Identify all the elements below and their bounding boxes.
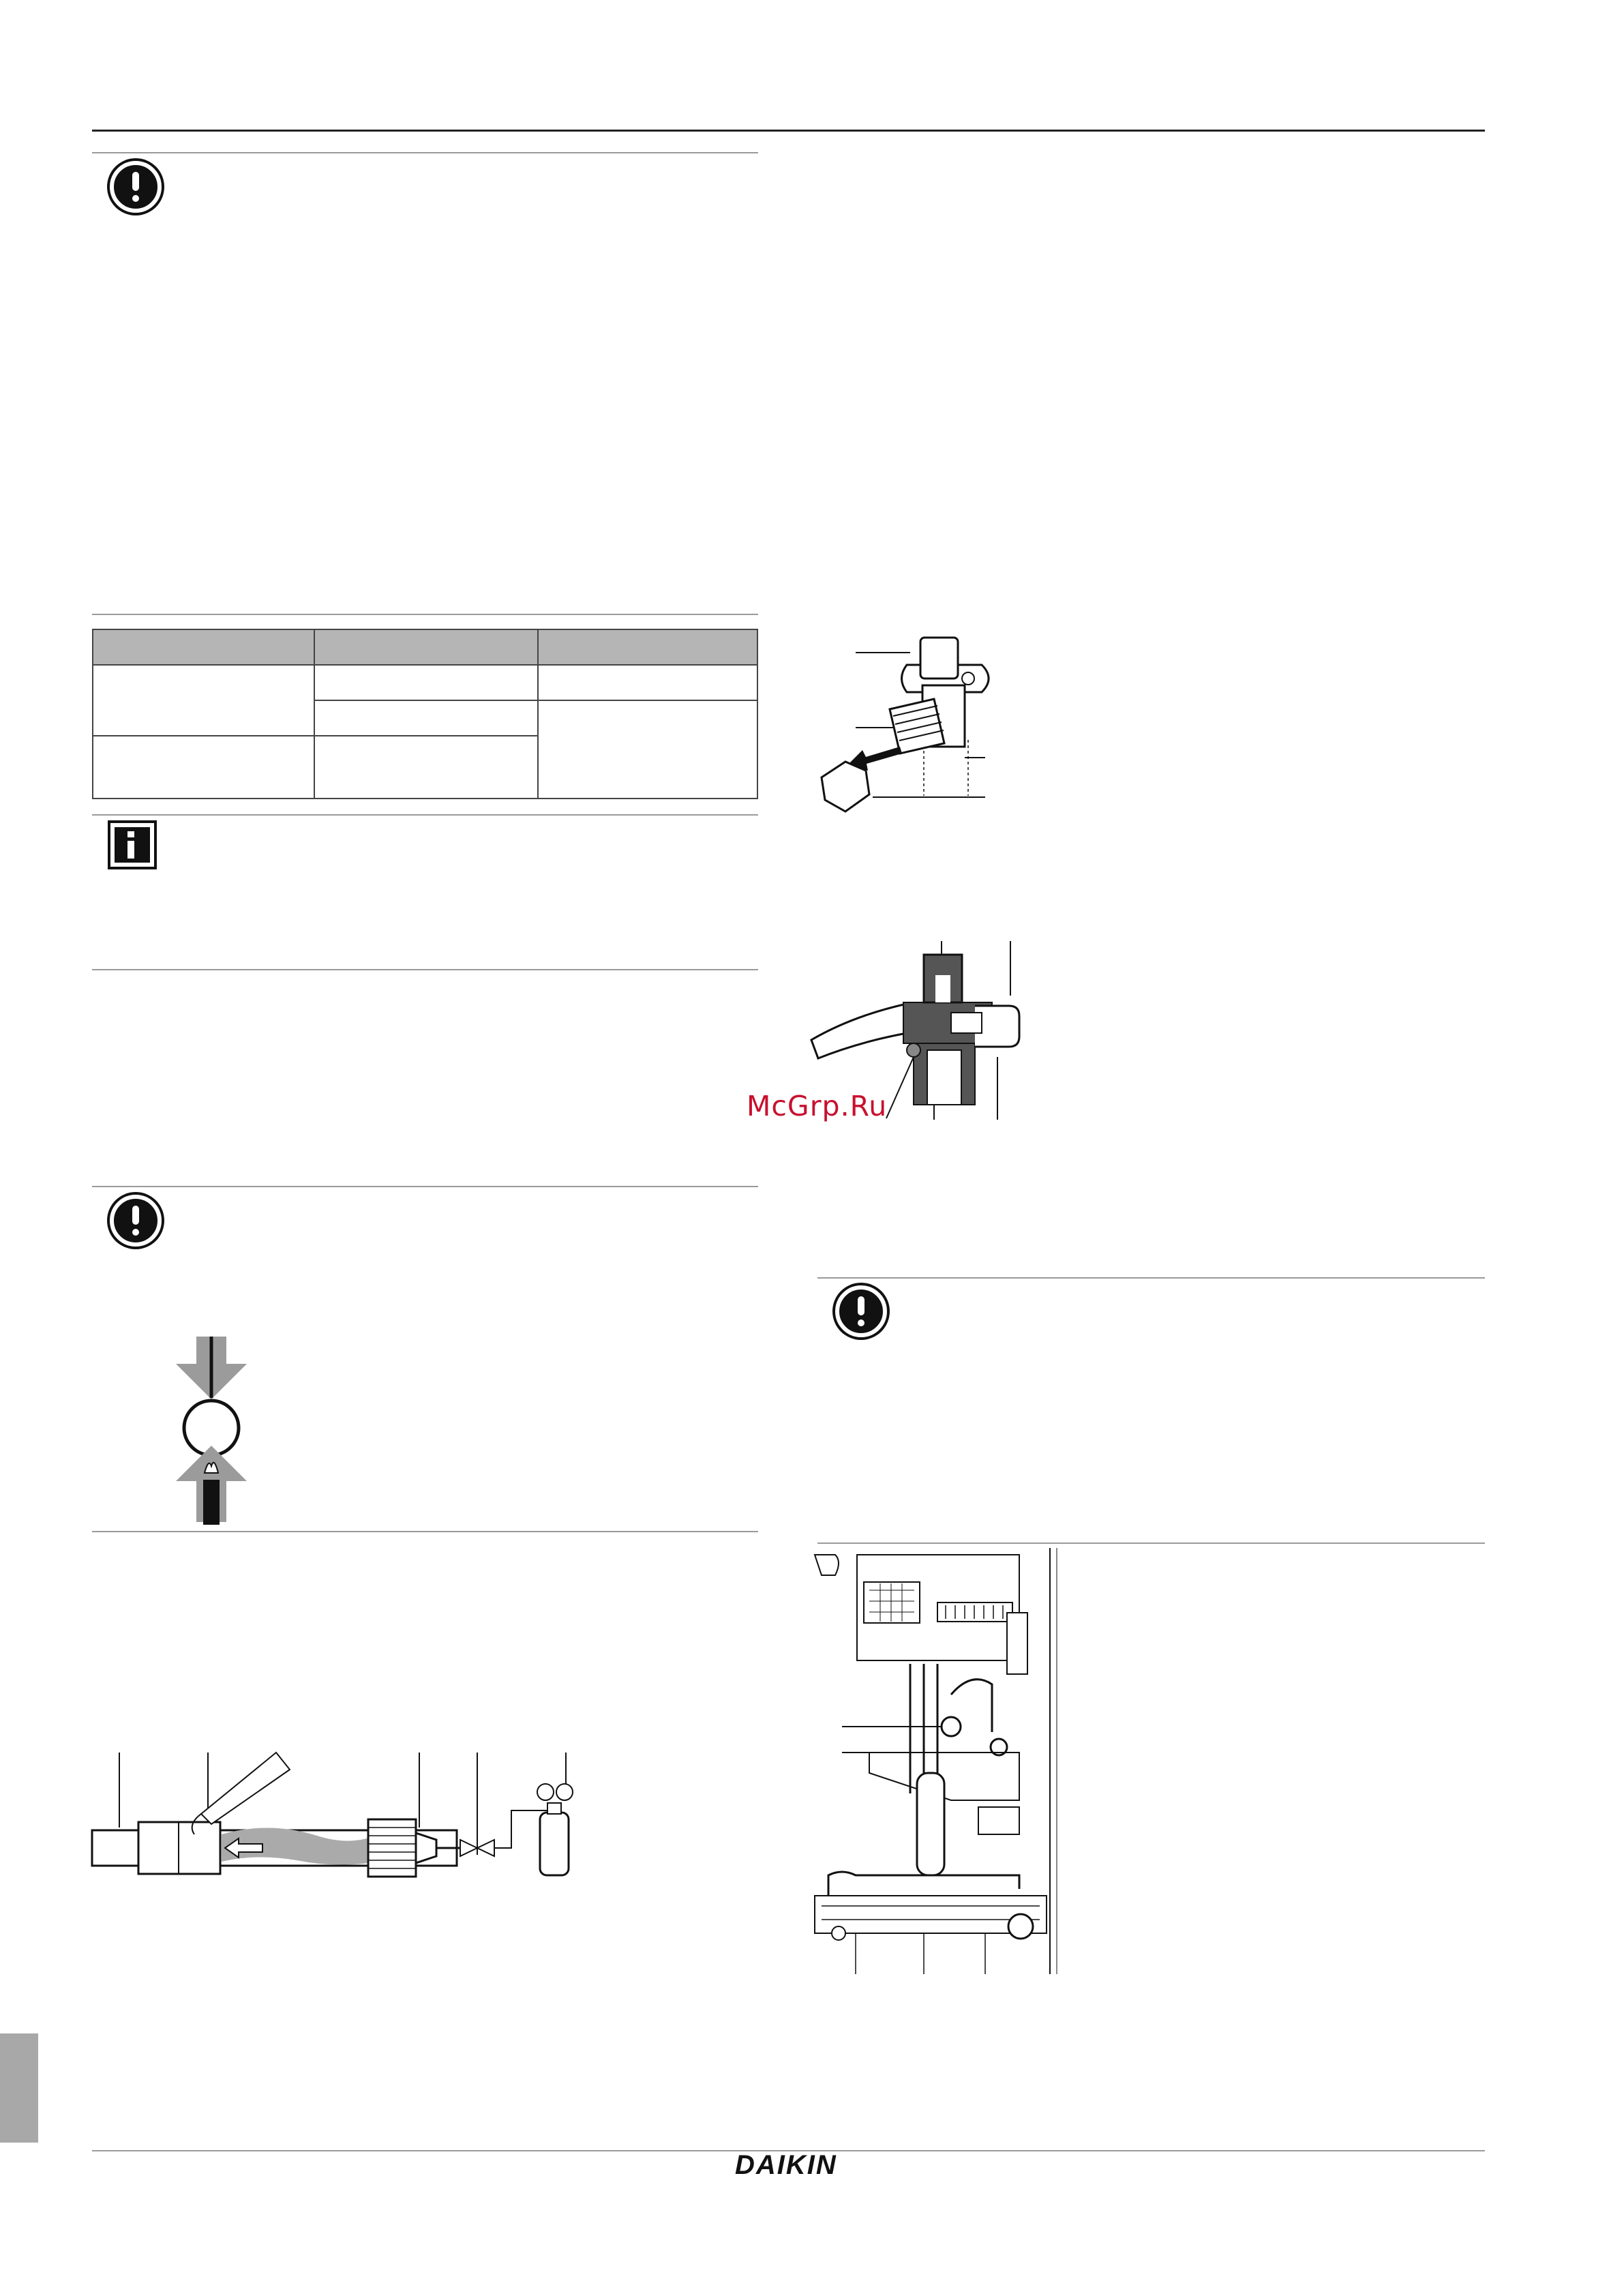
table-cell xyxy=(538,700,757,799)
header-rule xyxy=(92,130,1485,132)
table-header-cell-1 xyxy=(93,629,314,665)
specification-table xyxy=(92,629,758,799)
daikin-logo: DAIKIN xyxy=(735,2150,837,2180)
table-cell xyxy=(314,665,538,700)
pipe-cross-section-figure xyxy=(170,1337,252,1527)
notice-top-rule-3 xyxy=(817,1277,1485,1279)
notice-bottom-rule-2 xyxy=(92,1531,758,1532)
table-cell xyxy=(314,700,538,736)
unit-internal-piping-figure xyxy=(815,1548,1060,1978)
notice-top-rule-1 xyxy=(92,152,758,153)
info-bottom-rule xyxy=(92,969,758,970)
brazing-nitrogen-figure xyxy=(92,1732,624,1896)
notice-top-rule-2 xyxy=(92,1186,758,1187)
info-top-rule xyxy=(92,814,758,816)
notice-icon xyxy=(110,161,162,213)
stop-valve-cap-removal-figure xyxy=(815,617,999,822)
side-tab xyxy=(0,2033,38,2143)
table-cell xyxy=(314,736,538,799)
notice-icon xyxy=(110,1195,162,1247)
table-cell xyxy=(93,736,314,799)
table-header-cell-2 xyxy=(314,629,538,665)
table-cell xyxy=(93,665,314,736)
info-icon xyxy=(108,820,157,869)
notice-icon xyxy=(835,1285,887,1337)
table-top-rule xyxy=(92,614,758,615)
table-header-row xyxy=(93,629,757,665)
table-header-cell-3 xyxy=(538,629,757,665)
table-row xyxy=(93,665,757,700)
figure-top-rule xyxy=(817,1542,1485,1544)
table-cell xyxy=(538,665,757,700)
watermark: McGrp.Ru xyxy=(747,1090,888,1122)
